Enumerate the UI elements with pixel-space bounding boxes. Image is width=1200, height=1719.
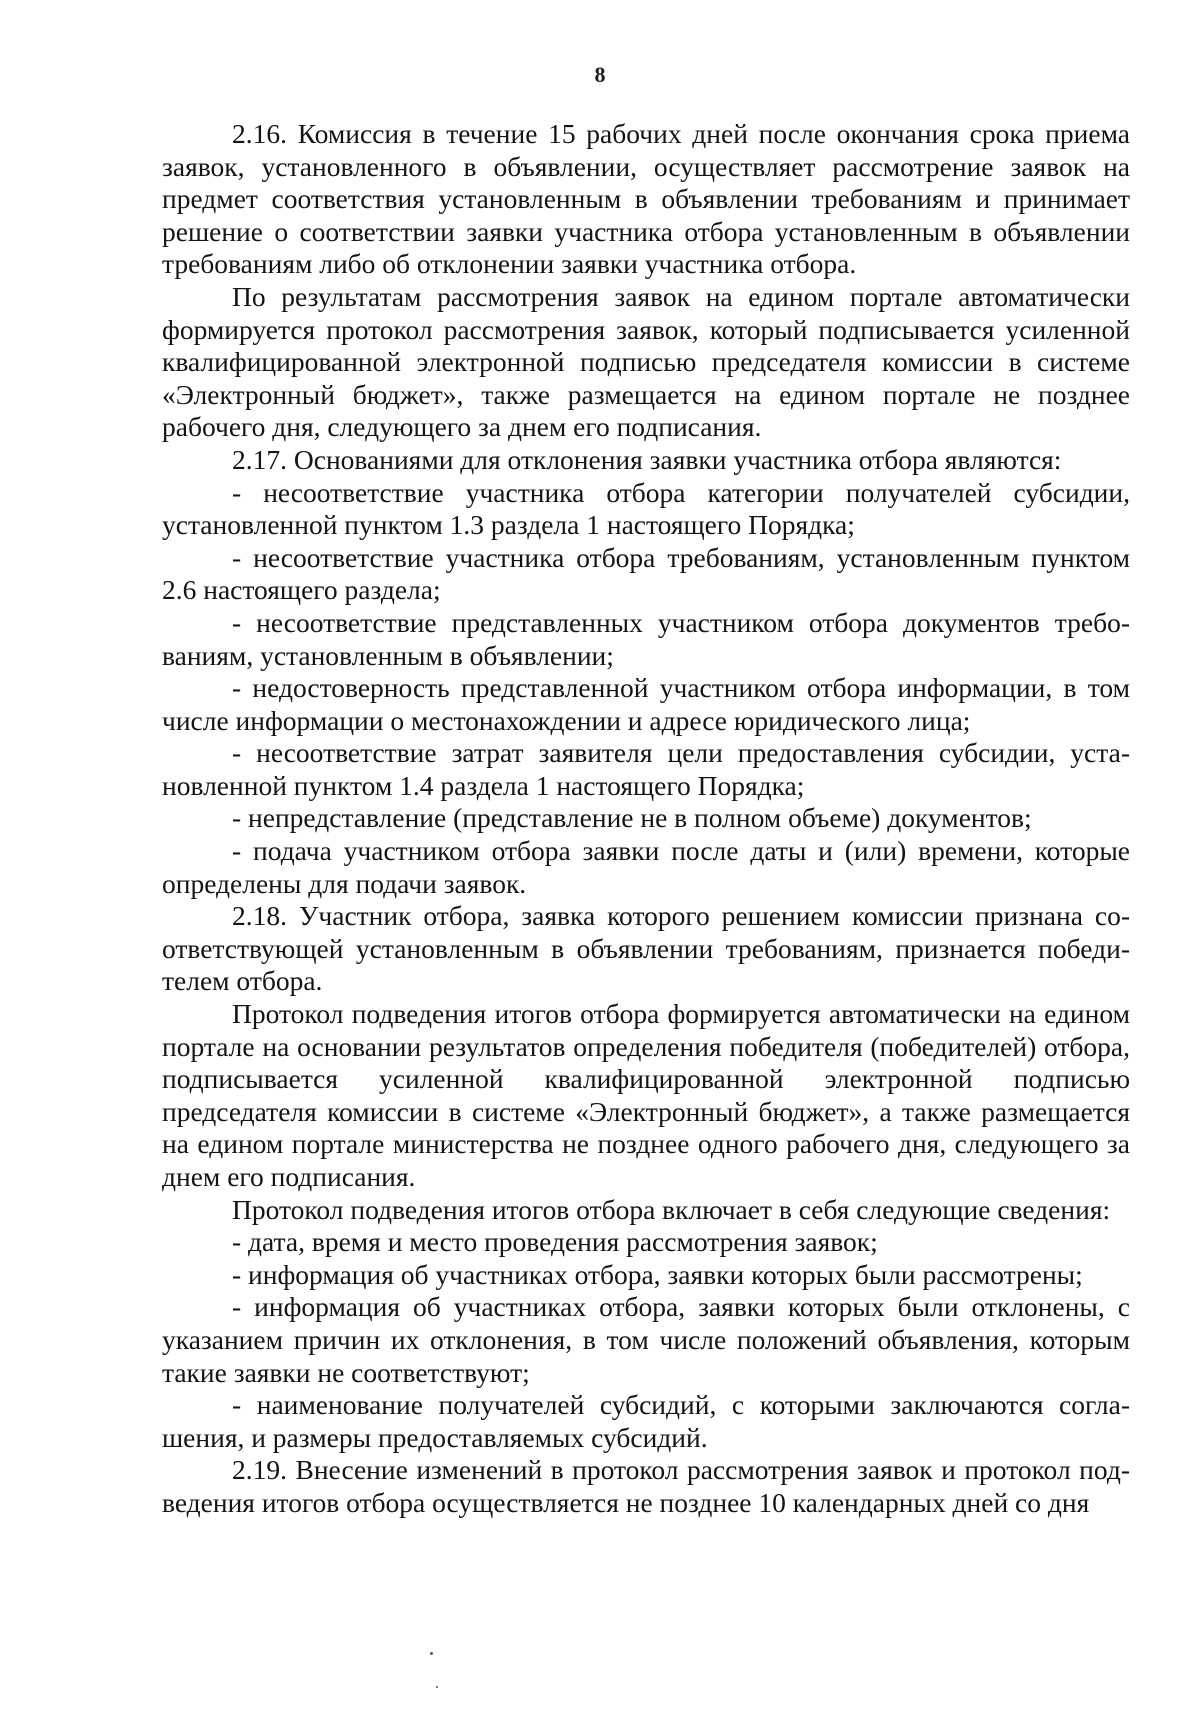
page-number: 8 (594, 62, 606, 87)
scan-speck (430, 1652, 433, 1655)
list-item: - информация об участниках отбора, заявки которых были рассмотрены; (232, 1258, 1083, 1290)
list-item: - информация об участниках отбора, заявки которых были отклонены, с указанием причин их отклонения, в том числе положений объявления, которым такие заявки не соответствуют; (162, 1291, 1130, 1388)
list-item: - непредставление (представление не в полном объеме) документов; (232, 802, 1032, 834)
paragraph-2-18: 2.18. Участник отбора, заявка которого решением комиссии признана соответствующей установленным в объявлении требованиям, признается победителем отбора. (162, 900, 1130, 997)
paragraph-protocol-results: Протокол подведения итогов отбора формируется автоматически на едином портале на основании результатов определения победителя (победителей) отбора, подписывается усиленной квалифицированной электронной подписью председателя комиссии в системе «Электронный бюджет», а также размещается на едином портале министерства не позднее одного рабочего дня, следующего за днем его подписания. (162, 998, 1130, 1192)
paragraph-protocol-contents: Протокол подведения итогов отбора включает в себя следующие сведения: (232, 1193, 1111, 1225)
list-item: - несоответствие представленных участником отбора документов требованиям, установленным в объявлении; (162, 606, 1130, 671)
paragraph-protocol-review: По результатам рассмотрения заявок на едином портале автоматически формируется протокол рассмотрения заявок, который подписывается усиленной квалифицированной электронной подписью председателя комиссии в системе «Электронный бюджет», также размещается на едином портале не позднее рабочего дня, следующего за днем его подписания. (162, 280, 1130, 443)
list-item: - дата, время и место проведения рассмотрения заявок; (232, 1226, 878, 1258)
paragraph-2-19: 2.19. Внесение изменений в протокол рассмотрения заявок и протокол подведения итогов отбора осуществляется не позднее 10 календарных дней со дня (162, 1454, 1130, 1518)
list-item: - несоответствие участника отбора требованиям, установленным пунктом 2.6 настоящего раздела; (162, 541, 1130, 606)
scan-speck (436, 1686, 438, 1688)
paragraph-2-16: 2.16. Комиссия в течение 15 рабочих дней после окончания срока приема заявок, установленного в объявлении, осуществляет рассмотрение заявок на предмет соответствия установленным в объявлении требованиям и принимает решение о соответствии заявки участника отбора установленным в объявлении требованиям либо об отклонении заявки участника отбора. (162, 118, 1130, 280)
list-item: - несоответствие участника отбора категории получателей субсидии, установленной пунктом 1.3 раздела 1 настоящего Порядка; (162, 476, 1130, 541)
list-item: - наименование получателей субсидий, с которыми заключаются соглашения, и размеры предоставляемых субсидий. (162, 1389, 1130, 1453)
document-body (162, 118, 1130, 1520)
paragraph-2-17: 2.17. Основаниями для отклонения заявки участника отбора являются: (232, 443, 1062, 475)
list-item: - недостоверность представленной участником отбора информации, в том числе информации о местонахождении и адресе юридического лица; (162, 672, 1130, 736)
list-item: - несоответствие затрат заявителя цели предоставления субсидии, установленной пунктом 1.4 раздела 1 настоящего Порядка; (162, 737, 1130, 801)
list-item: - подача участником отбора заявки после даты и (или) времени, которые определены для подачи заявок. (162, 835, 1130, 899)
